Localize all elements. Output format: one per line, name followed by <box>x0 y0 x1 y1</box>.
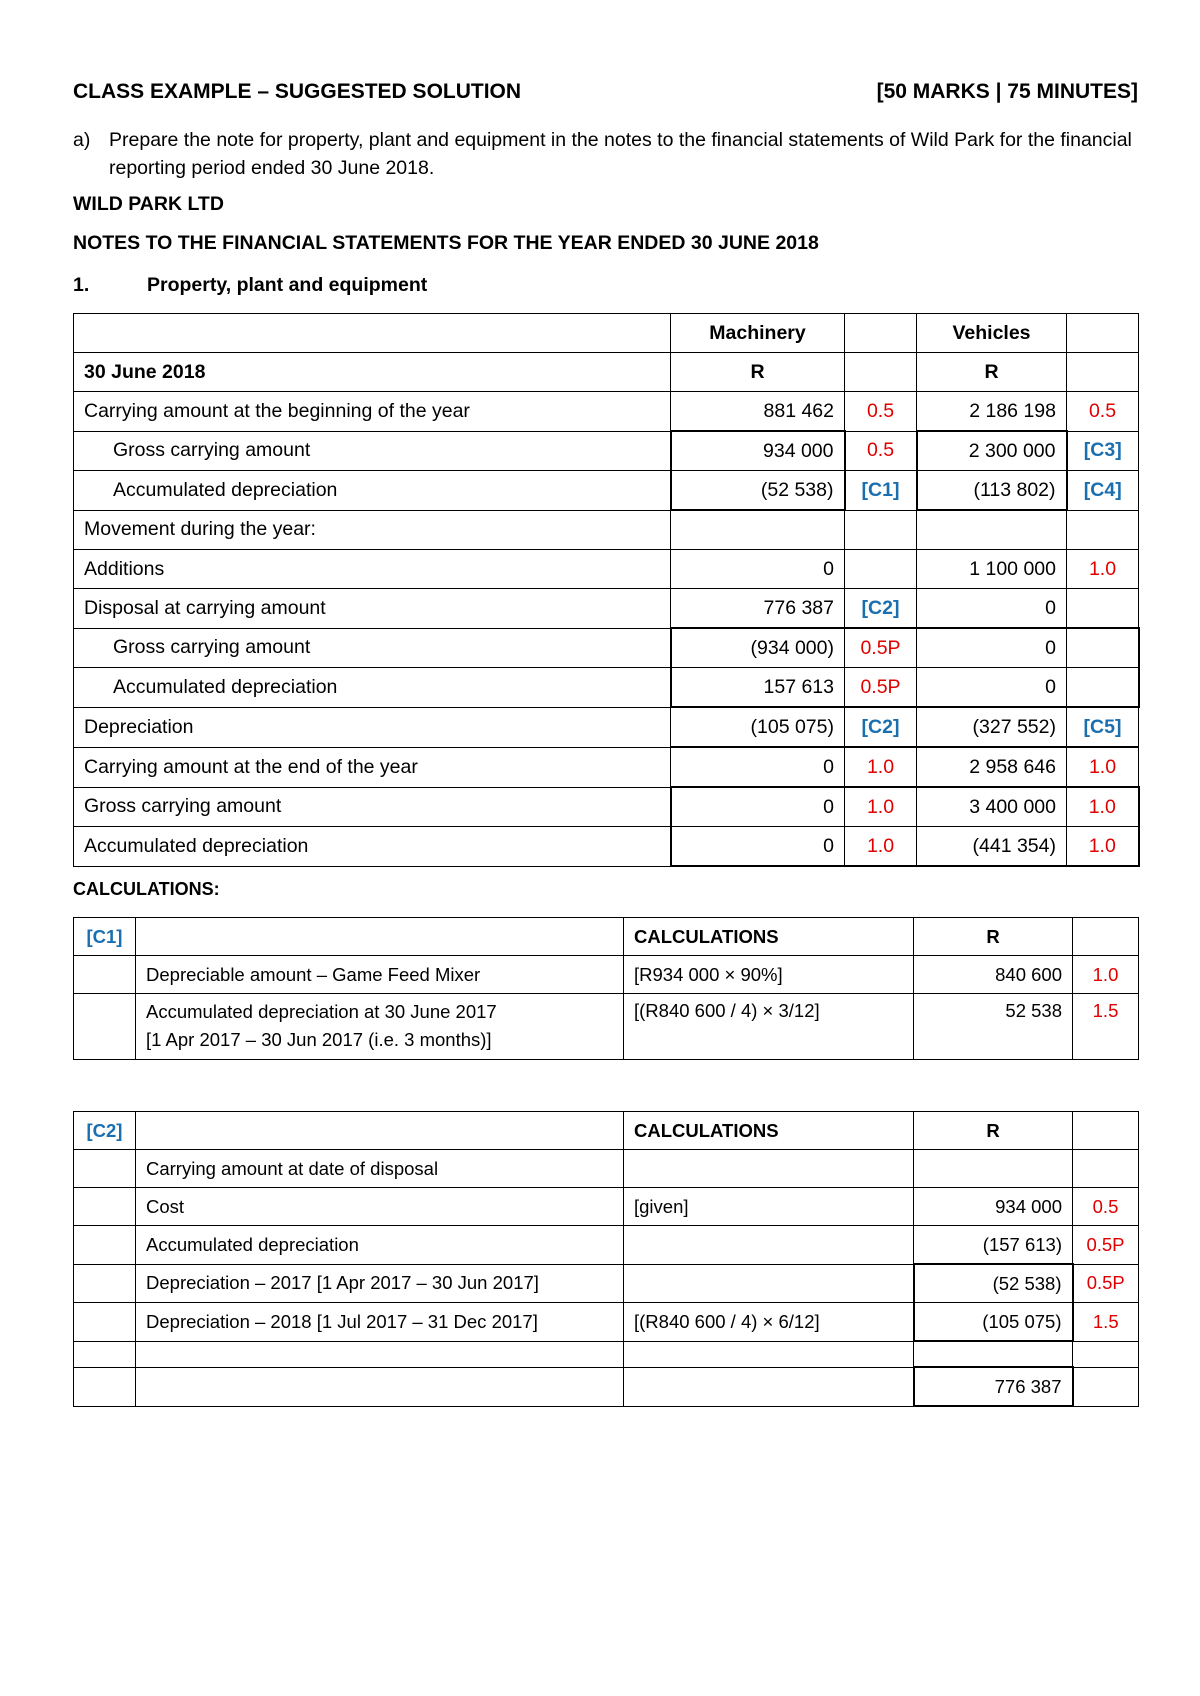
calc-mark <box>1073 1367 1139 1406</box>
calc-header: CALCULATIONS <box>624 1112 914 1150</box>
empty-cell <box>74 1303 136 1342</box>
calc-formula: [given] <box>624 1188 914 1226</box>
empty-cell <box>136 1112 624 1150</box>
empty-cell <box>74 314 671 353</box>
calc-mark: 0.5P <box>1073 1264 1139 1303</box>
table-row <box>74 827 1139 867</box>
currency-machinery: R <box>671 353 845 392</box>
vehicles-ref: [C3] <box>1067 431 1139 471</box>
machinery-value: 157 613 <box>671 668 845 708</box>
currency-vehicles: R <box>917 353 1067 392</box>
calc-description: Accumulated depreciation <box>136 1226 624 1265</box>
table-row <box>74 353 1139 392</box>
empty-cell <box>74 1226 136 1265</box>
calc-amount: 934 000 <box>914 1188 1073 1226</box>
empty-cell <box>1073 918 1139 956</box>
row-label: Gross carrying amount <box>74 628 671 668</box>
table-row <box>74 1303 1139 1342</box>
row-label: Accumulated depreciation <box>74 827 671 867</box>
empty-cell <box>1067 353 1139 392</box>
row-label: Carrying amount at the beginning of the year <box>74 392 671 432</box>
table-row <box>74 1188 1139 1226</box>
vehicles-mark <box>1067 628 1139 668</box>
vehicles-mark: 1.0 <box>1067 747 1139 787</box>
machinery-value: 0 <box>671 827 845 867</box>
machinery-value: 0 <box>671 787 845 827</box>
calc-formula: [R934 000 × 90%] <box>624 956 914 994</box>
row-label: Gross carrying amount <box>74 787 671 827</box>
machinery-mark: 0.5P <box>845 668 917 708</box>
vehicles-value <box>917 510 1067 550</box>
note-heading <box>73 274 427 297</box>
calc-description-line1: Accumulated depreciation at 30 June 2017 <box>146 1001 497 1022</box>
calc-amount: 840 600 <box>914 956 1073 994</box>
table-row <box>74 589 1139 629</box>
calculations-heading: CALCULATIONS: <box>73 879 220 899</box>
page-title: CLASS EXAMPLE – SUGGESTED SOLUTION <box>73 80 522 103</box>
calc-description <box>136 994 624 1060</box>
table-row <box>74 628 1139 668</box>
table-row <box>74 392 1139 432</box>
table-row <box>74 747 1139 787</box>
ppe-table <box>73 313 1140 867</box>
calc-mark: 1.5 <box>1073 1303 1139 1342</box>
table-row <box>74 431 1139 471</box>
calc-description-line2: [1 Apr 2017 – 30 Jun 2017 (i.e. 3 months)] <box>146 1029 492 1050</box>
calc-formula <box>624 1367 914 1406</box>
table-row <box>74 707 1139 747</box>
empty-cell <box>845 314 917 353</box>
machinery-mark: 1.0 <box>845 747 917 787</box>
table-row <box>74 471 1139 511</box>
calc-formula: [(R840 600 / 4) × 3/12] <box>624 994 914 1060</box>
vehicles-value: 0 <box>917 628 1067 668</box>
vehicles-mark <box>1067 668 1139 708</box>
vehicles-mark: 1.0 <box>1067 827 1139 867</box>
currency-header: R <box>914 1112 1073 1150</box>
empty-cell <box>74 1150 136 1188</box>
row-label: Accumulated depreciation <box>74 471 671 511</box>
col-header-vehicles: Vehicles <box>917 314 1067 353</box>
calc-amount: (52 538) <box>914 1264 1073 1303</box>
calc-header: CALCULATIONS <box>624 918 914 956</box>
question-a <box>73 126 1138 182</box>
calc-mark: 0.5 <box>1073 1188 1139 1226</box>
calc-mark <box>1073 1150 1139 1188</box>
calc-amount: (157 613) <box>914 1226 1073 1265</box>
machinery-value: 0 <box>671 747 845 787</box>
calc-formula: [(R840 600 / 4) × 6/12] <box>624 1303 914 1342</box>
title-row <box>73 80 1138 110</box>
calc-formula <box>624 1341 914 1367</box>
calc-total: 776 387 <box>914 1367 1073 1406</box>
calc-description <box>136 1341 624 1367</box>
machinery-value: 934 000 <box>671 431 845 471</box>
question-text: Prepare the note for property, plant and equipment in the notes to the financial statements of Wild Park for the financial reporting period ended 30 June 2018. <box>109 129 1132 179</box>
vehicles-value: 3 400 000 <box>917 787 1067 827</box>
date-label: 30 June 2018 <box>74 353 671 392</box>
vehicles-value: 1 100 000 <box>917 550 1067 589</box>
machinery-mark <box>845 550 917 589</box>
calc-formula <box>624 1150 914 1188</box>
empty-cell <box>74 1188 136 1226</box>
notes-heading: NOTES TO THE FINANCIAL STATEMENTS FOR THE YEAR ENDED 30 JUNE 2018 <box>73 232 819 254</box>
question-letter: a) <box>73 129 91 151</box>
empty-cell <box>74 1367 136 1406</box>
calc-description: Cost <box>136 1188 624 1226</box>
currency-header: R <box>914 918 1073 956</box>
machinery-value: (105 075) <box>671 707 845 747</box>
note-number: 1. <box>73 274 90 296</box>
calc-mark: 1.0 <box>1073 956 1139 994</box>
row-label: Movement during the year: <box>74 510 671 550</box>
vehicles-mark <box>1067 510 1139 550</box>
table-row <box>74 1226 1139 1265</box>
calc-description: Carrying amount at date of disposal <box>136 1150 624 1188</box>
row-label: Carrying amount at the end of the year <box>74 747 671 787</box>
machinery-mark: 1.0 <box>845 787 917 827</box>
table-row <box>74 550 1139 589</box>
calc-mark: 1.5 <box>1073 994 1139 1060</box>
empty-cell <box>74 994 136 1060</box>
empty-cell <box>74 1264 136 1303</box>
company-name: WILD PARK LTD <box>73 193 224 215</box>
table-row <box>74 314 1139 353</box>
empty-cell <box>845 353 917 392</box>
machinery-mark: 0.5 <box>845 392 917 432</box>
machinery-value: 881 462 <box>671 392 845 432</box>
calc-ref: [C2] <box>74 1112 136 1150</box>
vehicles-mark <box>1067 589 1139 629</box>
row-label: Depreciation <box>74 707 671 747</box>
calc-amount <box>914 1150 1073 1188</box>
vehicles-mark: 1.0 <box>1067 787 1139 827</box>
calc-amount: 52 538 <box>914 994 1073 1060</box>
calc-description: Depreciation – 2017 [1 Apr 2017 – 30 Jun 2017] <box>136 1264 624 1303</box>
vehicles-value: (441 354) <box>917 827 1067 867</box>
table-row <box>74 1341 1139 1367</box>
vehicles-mark: 0.5 <box>1067 392 1139 432</box>
machinery-ref: [C2] <box>845 589 917 629</box>
machinery-value: (52 538) <box>671 471 845 511</box>
table-row <box>74 956 1139 994</box>
machinery-value <box>671 510 845 550</box>
table-row <box>74 918 1139 956</box>
calc-description: Depreciable amount – Game Feed Mixer <box>136 956 624 994</box>
table-row <box>74 1264 1139 1303</box>
vehicles-value: (327 552) <box>917 707 1067 747</box>
vehicles-value: (113 802) <box>917 471 1067 511</box>
empty-cell <box>1073 1112 1139 1150</box>
table-row <box>74 510 1139 550</box>
vehicles-ref: [C4] <box>1067 471 1139 511</box>
empty-cell <box>74 956 136 994</box>
table-row <box>74 994 1139 1060</box>
calc-amount: (105 075) <box>914 1303 1073 1342</box>
machinery-mark: 0.5P <box>845 628 917 668</box>
machinery-mark <box>845 510 917 550</box>
calc-formula <box>624 1226 914 1265</box>
table-row <box>74 668 1139 708</box>
row-label: Accumulated depreciation <box>74 668 671 708</box>
machinery-ref: [C2] <box>845 707 917 747</box>
vehicles-value: 0 <box>917 668 1067 708</box>
calc-mark <box>1073 1341 1139 1367</box>
table-row <box>74 787 1139 827</box>
calc-amount <box>914 1341 1073 1367</box>
vehicles-value: 2 186 198 <box>917 392 1067 432</box>
marks-duration: [50 MARKS | 75 MINUTES] <box>876 80 1138 103</box>
vehicles-ref: [C5] <box>1067 707 1139 747</box>
machinery-value: 0 <box>671 550 845 589</box>
table-row <box>74 1150 1139 1188</box>
calc-description <box>136 1367 624 1406</box>
calc-description: Depreciation – 2018 [1 Jul 2017 – 31 Dec 2017] <box>136 1303 624 1342</box>
machinery-mark: 1.0 <box>845 827 917 867</box>
vehicles-mark: 1.0 <box>1067 550 1139 589</box>
row-label: Gross carrying amount <box>74 431 671 471</box>
calc-c1-table <box>73 917 1139 1060</box>
vehicles-value: 0 <box>917 589 1067 629</box>
calc-mark: 0.5P <box>1073 1226 1139 1265</box>
table-row <box>74 1367 1139 1406</box>
row-label: Additions <box>74 550 671 589</box>
empty-cell <box>136 918 624 956</box>
vehicles-value: 2 958 646 <box>917 747 1067 787</box>
calc-formula <box>624 1264 914 1303</box>
empty-cell <box>1067 314 1139 353</box>
row-label: Disposal at carrying amount <box>74 589 671 629</box>
note-title: Property, plant and equipment <box>147 274 428 296</box>
col-header-machinery: Machinery <box>671 314 845 353</box>
calc-ref: [C1] <box>74 918 136 956</box>
machinery-value: 776 387 <box>671 589 845 629</box>
vehicles-value: 2 300 000 <box>917 431 1067 471</box>
calc-c2-table <box>73 1111 1139 1407</box>
machinery-value: (934 000) <box>671 628 845 668</box>
table-row <box>74 1112 1139 1150</box>
empty-cell <box>74 1341 136 1367</box>
machinery-mark: 0.5 <box>845 431 917 471</box>
machinery-ref: [C1] <box>845 471 917 511</box>
